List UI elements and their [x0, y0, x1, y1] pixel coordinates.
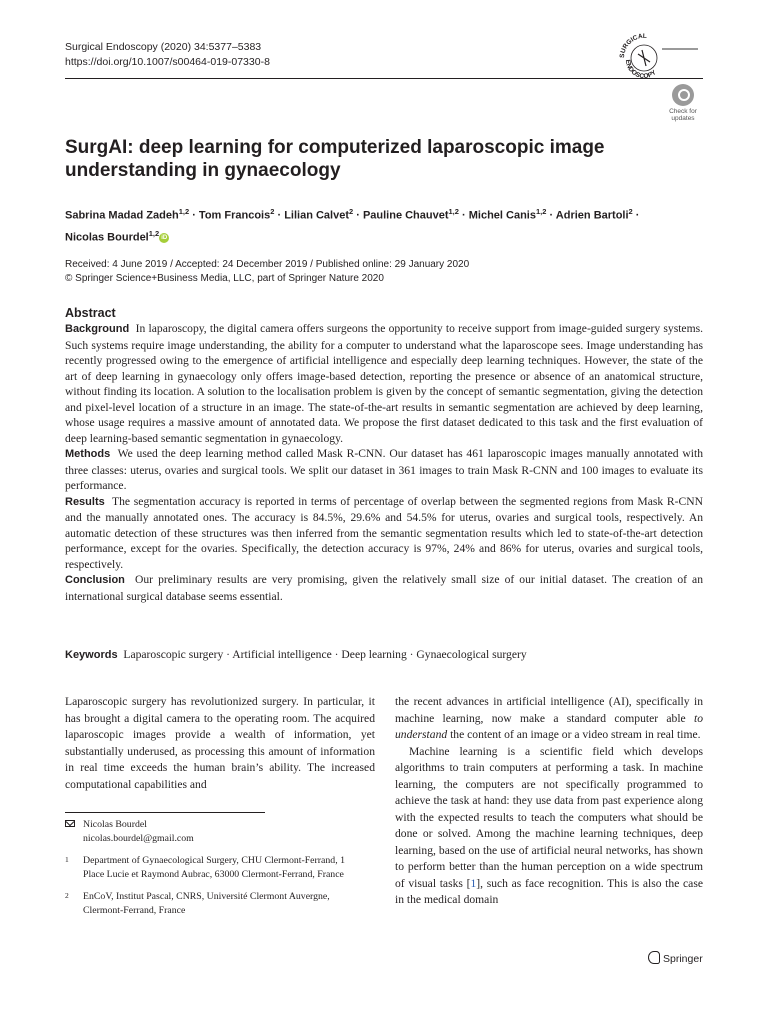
author-name: Nicolas Bourdel — [65, 231, 149, 244]
author-name: Sabrina Madad Zadeh — [65, 209, 179, 222]
author-affiliation: 2 — [270, 207, 275, 216]
publisher-footer — [648, 951, 703, 966]
affiliation-mark: 2 — [65, 891, 69, 900]
abstract-results — [65, 494, 703, 573]
check-updates-icon — [672, 84, 694, 106]
affiliation-1 — [65, 854, 365, 881]
footnote-rule — [65, 812, 265, 813]
author-affiliation: 1,2 — [535, 207, 547, 216]
body-text: ], such as face recognition. This is also the case in the medical domain — [395, 876, 703, 906]
emphasis-text: to understand — [395, 711, 703, 741]
author-name: Lilian Calvet — [284, 209, 349, 222]
author-name: Adrien Bartoli — [555, 209, 629, 222]
author-affiliation: 1,2 — [448, 207, 459, 216]
check-updates-label: Check for updates — [669, 108, 697, 122]
affiliation-2 — [65, 890, 365, 917]
abstract-heading: Abstract — [65, 306, 116, 320]
affiliation-text: EnCoV, Institut Pascal, CNRS, Université Clermont Auvergne, Clermont-Ferrand, France — [83, 891, 330, 916]
doi-link[interactable]: https://doi.org/10.1007/s00464-019-07330-8 — [65, 56, 270, 68]
springer-horse-icon — [648, 951, 660, 964]
abstract-background — [65, 321, 703, 446]
author-affiliation: 2 — [348, 207, 354, 216]
conclusion-label: Conclusion — [65, 574, 125, 586]
methods-text: We used the deep learning method called Mask R-CNN. Our dataset has 461 laparoscopic images manually annotated with three classes: uterus, ovaries and surgical tools. We split our dataset in 361 images to train Mask R-CNN and 100 images to evaluate its performance. — [65, 447, 703, 492]
copyright-line: © Springer Science+Business Media, LLC, part of Springer Nature 2020 — [65, 273, 384, 284]
body-column-right — [395, 694, 703, 909]
affiliation-mark: 1 — [65, 855, 69, 864]
abstract-methods — [65, 446, 703, 494]
author-affiliation: 1,2 — [178, 207, 190, 216]
corresponding-name: Nicolas Bourdel — [83, 819, 147, 830]
corresponding-author — [65, 818, 365, 845]
body-column-left — [65, 694, 375, 793]
journal-logo — [612, 28, 702, 80]
article-title: SurgAI: deep learning for computerized laparoscopic image understanding in gynaecology — [65, 137, 605, 181]
affiliation-text: Department of Gynaecological Surgery, CHU Clermont-Ferrand, 1 Place Lucie et Raymond Aubrac, 63000 Clermont-Ferrand, France — [83, 855, 345, 880]
keywords-label: Keywords — [65, 649, 118, 661]
author-name: Tom Francois — [198, 209, 271, 222]
header-rule — [65, 78, 703, 79]
svg-text:ENDOSCOPY: ENDOSCOPY — [623, 59, 658, 80]
body-paragraph — [395, 694, 703, 744]
body-paragraph: Laparoscopic surgery has revolutionized surgery. In particular, it has brought a digital camera to the operating room. The acquired laparoscopic images provide a wealth of information, yet substantially underused, as processing this amount of information in real time exceeds the human brain’s ability. The increased computational capabilities and — [65, 695, 375, 791]
author-affiliation: 1,2 — [148, 228, 160, 238]
envelope-icon — [65, 820, 75, 827]
author-list: Sabrina Madad Zadeh$^{1,2}$ · Tom Francois$^2$ · Lilian Calvet$^2$ · Pauline Chauvet$^{1,2}$ · Michel Canis$^{1,2}$ · Adrien Bartoli$^2$ · Nicolas Bourdel$^{1,2}$iD — [65, 207, 640, 244]
orcid-icon[interactable]: iD — [161, 235, 168, 242]
results-label: Results — [65, 495, 105, 508]
publisher-name: Springer — [663, 953, 703, 965]
body-text: Machine learning is a scientific field which develops algorithms to train computers at performing a task. In machine learning, the computers are not specifically programmed to achieve the task at hand: they use data from past experience along with the expected results to teach the computers what should be done or solved. Among the machine learning techniques, deep learning, based on the use of artificial neural networks, has shown to perform better than the human perception on a wide spectrum of visual tasks [ — [395, 744, 703, 890]
svg-text:SURGICAL: SURGICAL — [618, 32, 647, 59]
citation-link[interactable]: 1 — [470, 876, 477, 890]
received-line: Received: 4 June 2019 / Accepted: 24 December 2019 / Published online: 29 January 2020 — [65, 259, 470, 270]
results-text: The segmentation accuracy is reported in terms of percentage of overlap between the segmented regions from Mask R-CNN and the manually annotated ones. The accuracy is 84.5%, 29.6% and 54.5% for uterus, ovaries and surgical tools, respectively. An automatic detection of these structures was then inferred from the semantic segmentation results which led to state-of-the-art detection performance, except for the ovaries. Specifically, the detection accuracy is 97%, 24% and 86% for uterus, ovaries and surgical tools, respectively. — [65, 494, 703, 571]
keywords — [65, 647, 705, 663]
author-name: Michel Canis — [468, 209, 536, 222]
keywords-text: Laparoscopic surgery · Artificial intelligence · Deep learning · Gynaecological surgery — [123, 648, 527, 661]
body-paragraph — [395, 744, 703, 909]
background-text: In laparoscopy, the digital camera offers surgeons the opportunity to receive support from image-guided surgery systems. Such systems require image understanding, the ability for a computer to understand what the laparoscope sees. Image understanding has recently progressed owing to the emergence of artificial intelligence and especially deep learning techniques. However, the state of the art of deep learning in gynaecology only offers image-based detection, reporting the presence or absence of an anatomical structure, without finding its location. A solution to the localisation problem is given by the concept of semantic segmentation, giving the detection and pixel-level location of a structure in an image. The state-of-the-art results in semantic segmentation are achieved by deep learning, whose usage requires a massive amount of annotated data. We propose the first dataset dedicated to this task and the first evaluation of deep learning-based semantic segmentation in gynaecology. — [65, 322, 703, 445]
author-name: Pauline Chauvet — [362, 209, 449, 222]
footnotes — [65, 818, 365, 926]
abstract-conclusion — [65, 572, 703, 604]
journal-citation: Surgical Endoscopy (2020) 34:5377–5383 — [65, 41, 262, 53]
methods-label: Methods — [65, 448, 111, 460]
corresponding-email[interactable]: nicolas.bourdel@gmail.com — [83, 832, 194, 844]
conclusion-text: Our preliminary results are very promising, given the relatively small size of our initial dataset. The creation of an international surgical database seems essential. — [65, 573, 703, 603]
body-text: the content of an image or a video stream in real time. — [447, 728, 701, 741]
check-for-updates-badge[interactable] — [662, 84, 704, 126]
background-label: Background — [65, 323, 130, 335]
journal-header — [65, 40, 270, 70]
abstract — [65, 305, 703, 604]
body-text: the recent advances in artificial intelligence (AI), specifically in machine learning, now make a standard computer able — [395, 695, 703, 725]
author-affiliation: 2 — [628, 207, 633, 216]
publication-dates — [65, 258, 469, 286]
